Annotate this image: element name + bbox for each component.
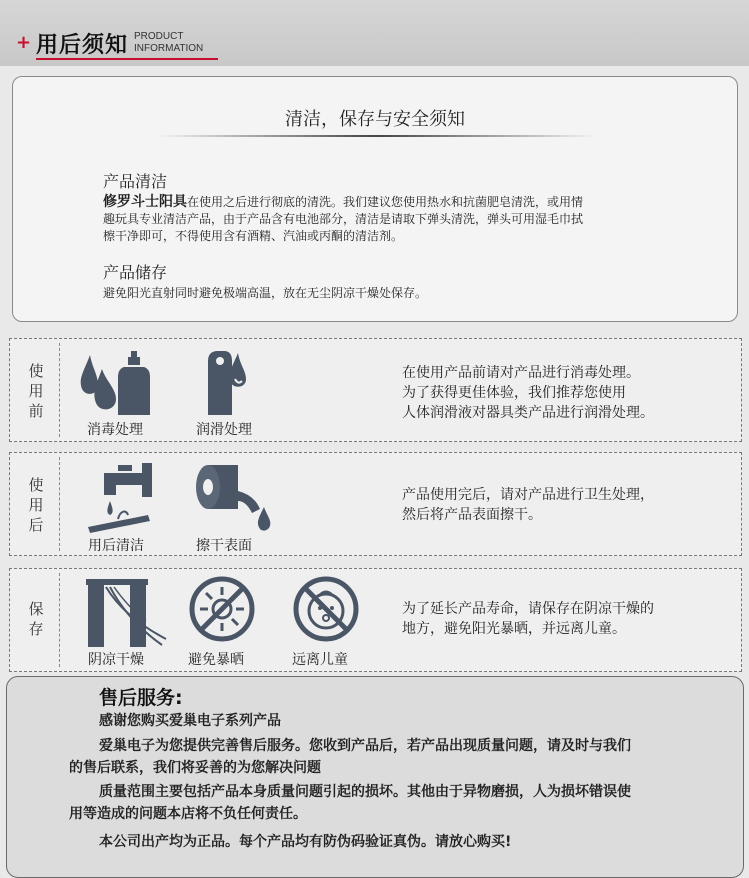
text-line: 为了延长产品寿命，请保存在阴凉干燥的: [402, 601, 654, 617]
away-children-caption: 远离儿童: [292, 652, 348, 668]
text-line: 人体润滑液对器具类产品进行润滑处理。: [402, 405, 654, 421]
quality-line-a: 质量范围主要包括产品本身质量问题引起的损坏。其他由于异物磨损，人为损坏错误使: [99, 784, 631, 800]
disinfect-caption: 消毒处理: [87, 422, 143, 438]
service-paragraph: [69, 735, 729, 779]
row-divider: [59, 573, 60, 667]
cleaning-line3: 檫干净即可，不得使用含有酒精、汽油或丙酮的清洁剂。: [103, 229, 404, 243]
no-sun-icon: [188, 575, 256, 643]
care-heading: 清洁，保存与安全须知: [285, 109, 465, 130]
text-line: 在使用产品前请对产品进行消毒处理。: [402, 365, 640, 381]
label-char: 保: [28, 600, 44, 618]
after-use-label: [26, 475, 46, 535]
before-use-text: [402, 363, 654, 423]
label-char: 存: [28, 620, 44, 638]
cleaning-line1-text: 在使用之后进行彻底的清洗。我们建议您使用热水和抗菌肥皂清洗，或用情: [187, 195, 584, 209]
row-divider: [59, 457, 60, 551]
storage-text-block: [402, 599, 654, 639]
after-sales-title: 售后服务:: [99, 687, 183, 709]
lubricant-caption: 润滑处理: [196, 422, 252, 438]
after-use-row: [9, 452, 742, 556]
text-line: 地方，避免阳光暴晒，并远离儿童。: [402, 621, 626, 637]
plus-icon: +: [16, 32, 32, 53]
brand-name: 修罗斗士阳具: [103, 194, 187, 210]
service-line-a: 爱巢电子为您提供完善售后服务。您收到产品后，若产品出现质量问题，请及时与我们: [99, 738, 631, 754]
service-line-b: 的售后联系，我们将妥善的为您解决问题: [69, 760, 321, 776]
storage-row: [9, 568, 742, 672]
no-child-icon: [292, 575, 360, 643]
cleaning-line2: 趣玩具专业清洁产品，由于产品含有电池部分，清洁是请取下弹头清洗，弹头可用湿毛巾拭: [103, 212, 584, 226]
quality-paragraph: [69, 781, 729, 825]
text-line: 产品使用完后，请对产品进行卫生处理，: [402, 487, 654, 503]
row-divider: [59, 343, 60, 437]
label-char: 使: [28, 476, 44, 494]
thanks-line: 感谢您购买爱巢电子系列产品: [99, 713, 281, 729]
subtitle-line1: PRODUCT: [134, 31, 184, 42]
faucet-icon: [84, 459, 170, 535]
label-char: 使: [28, 362, 44, 380]
subtitle-line2: INFORMATION: [134, 43, 204, 54]
cool-dry-caption: 阴凉干燥: [88, 652, 144, 668]
label-char: 用: [28, 496, 44, 514]
care-panel: [12, 76, 738, 322]
avoid-sun-caption: 避免暴晒: [188, 652, 244, 668]
after-use-text: [402, 485, 654, 525]
cleaning-line1: [103, 194, 723, 211]
tissue-roll-icon: [194, 461, 274, 533]
before-use-label: [26, 361, 46, 421]
text-line: 然后将产品表面擦干。: [402, 507, 542, 523]
clean-after-caption: 用后清洁: [88, 538, 144, 554]
curtain-icon: [84, 577, 170, 649]
storage-text: 避免阳光直射同时避免极端高温，放在无尘阴凉干燥处保存。: [103, 286, 428, 300]
page-header: [0, 0, 749, 66]
storage-title: 产品储存: [103, 263, 168, 282]
storage-label: [26, 599, 46, 639]
dry-surface-caption: 擦干表面: [196, 538, 252, 554]
quality-line-b: 用等造成的问题本店将不负任何责任。: [69, 806, 307, 822]
authentic-line: 本公司出产均为正品。每个产品均有防伪码验证真伪。请放心购买!: [99, 834, 512, 850]
label-char: 前: [28, 402, 44, 420]
disinfect-icon: [76, 347, 158, 419]
cleaning-text: [103, 194, 723, 245]
cleaning-title: 产品清洁: [103, 172, 168, 191]
lubricant-icon: [202, 347, 254, 419]
heading-divider: [157, 135, 597, 137]
title-underline: [36, 58, 218, 60]
text-line: 为了获得更佳体验，我们推荐您使用: [402, 385, 626, 401]
page-subtitle: [134, 31, 203, 55]
before-use-row: [9, 338, 742, 442]
label-char: 用: [28, 382, 44, 400]
after-sales-panel: [6, 676, 744, 878]
label-char: 后: [28, 516, 44, 534]
page-title: 用后须知: [36, 33, 129, 58]
